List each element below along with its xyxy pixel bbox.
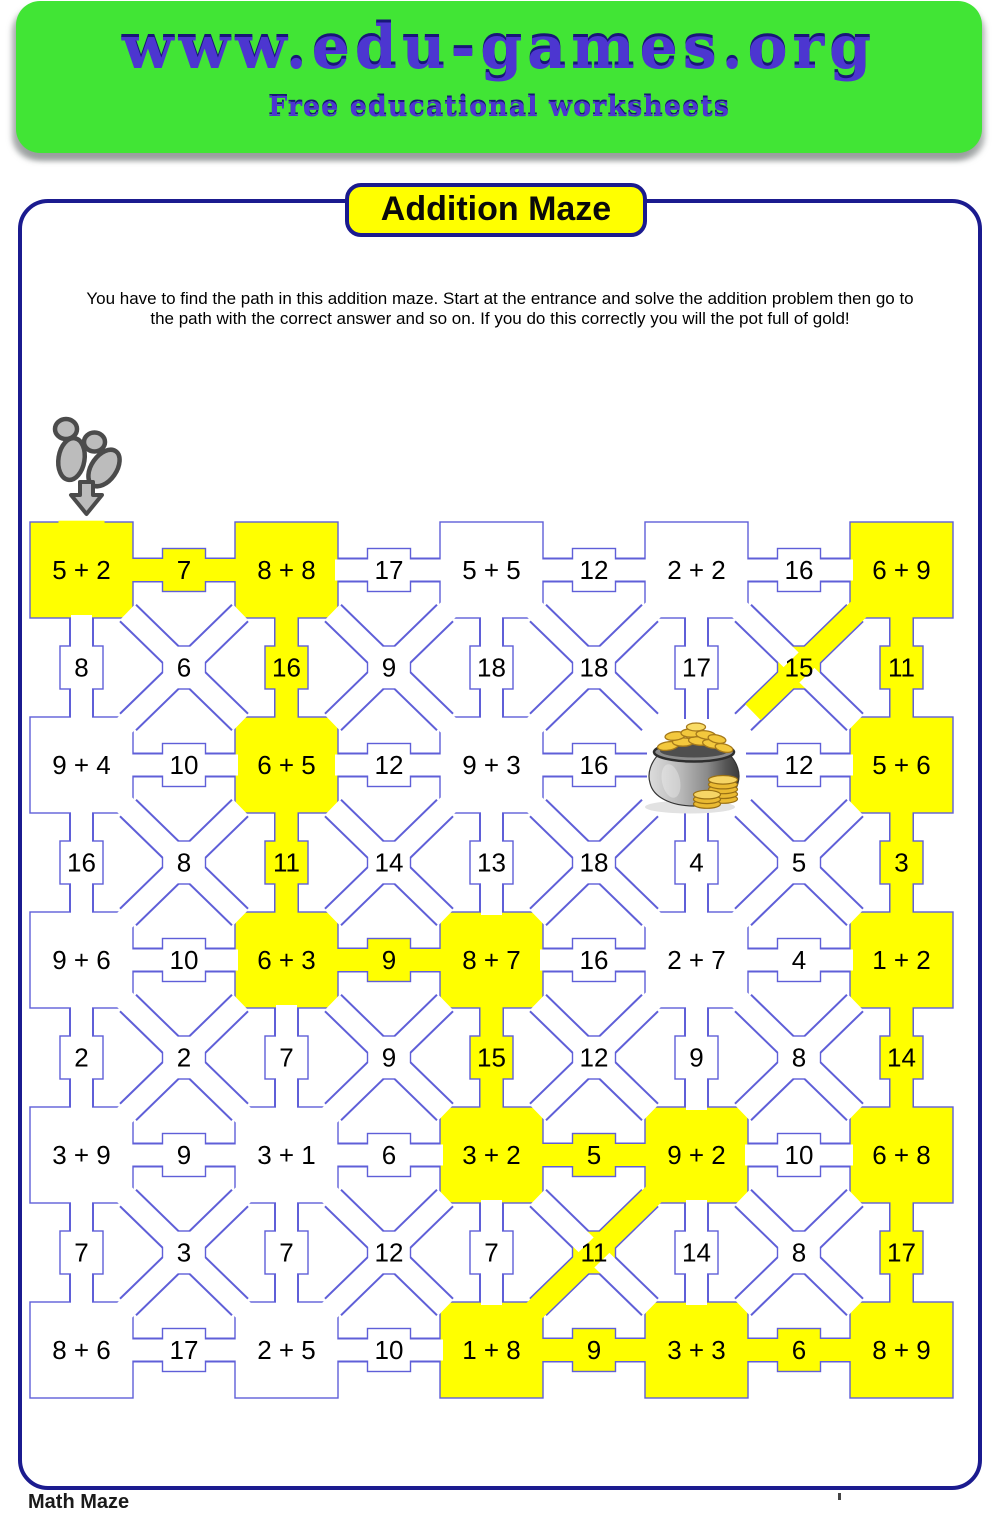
answer-text: 15 — [477, 1042, 506, 1073]
answer-text: 14 — [374, 847, 404, 878]
answer-text: 16 — [579, 945, 609, 975]
instructions — [40, 289, 960, 328]
answer-text: 8 — [791, 1237, 807, 1268]
answer-text: 17 — [682, 652, 711, 683]
answer-text: 17 — [169, 1335, 199, 1365]
problem-text: 3 + 2 — [462, 1140, 521, 1170]
answer-text: 8 — [176, 847, 192, 878]
answer-text: 12 — [374, 750, 404, 780]
answer-text: 10 — [169, 750, 199, 780]
answer-text: 16 — [67, 847, 96, 878]
answer-text: 10 — [169, 945, 199, 975]
answer-text: 18 — [477, 652, 506, 683]
problem-text: 1 + 8 — [462, 1335, 521, 1365]
answer-text: 16 — [784, 555, 814, 585]
answer-text: 11 — [888, 652, 915, 683]
answer-text: 10 — [374, 1335, 404, 1365]
answer-text: 17 — [374, 555, 404, 585]
answer-text: 18 — [579, 847, 609, 878]
answer-text: 7 — [176, 555, 192, 585]
problem-text: 9 + 2 — [667, 1140, 726, 1170]
answer-text: 14 — [682, 1237, 711, 1268]
problem-text: 8 + 8 — [257, 555, 316, 585]
answer-text: 6 — [791, 1335, 807, 1365]
answer-text: 11 — [580, 1237, 608, 1268]
problem-text: 9 + 6 — [52, 945, 111, 975]
answer-text: 6 — [176, 652, 192, 683]
answer-text: 10 — [784, 1140, 814, 1170]
footer-right-fragment — [838, 1493, 841, 1500]
answer-text: 5 — [791, 847, 807, 878]
maze-entrance-gap — [59, 521, 105, 524]
answer-text: 9 — [586, 1335, 602, 1365]
instructions-line1: You have to find the path in this addition maze. Start at the entrance and solve the addition problem then go to — [86, 289, 914, 308]
problem-text: 2 + 2 — [667, 555, 726, 585]
answer-text: 4 — [689, 847, 704, 878]
answer-text: 18 — [579, 652, 609, 683]
page-title-badge: Addition Maze — [345, 183, 647, 237]
answer-text: 12 — [784, 750, 814, 780]
answer-text: 15 — [784, 652, 814, 683]
answer-text: 9 — [689, 1042, 704, 1073]
answer-text: 9 — [381, 1042, 397, 1073]
problem-text: 1 + 2 — [872, 945, 931, 975]
problem-text: 8 + 6 — [52, 1335, 111, 1365]
problem-text: 6 + 9 — [872, 555, 931, 585]
problem-text: 8 + 7 — [462, 945, 521, 975]
problem-text: 5 + 2 — [52, 555, 111, 585]
site-title: www.edu-games.org — [121, 13, 877, 83]
problem-text: 6 + 3 — [257, 945, 316, 975]
answer-text: 3 — [894, 847, 909, 878]
answer-text: 9 — [381, 652, 397, 683]
answer-text: 7 — [484, 1237, 499, 1268]
answer-text: 12 — [579, 555, 609, 585]
problem-text: 5 + 6 — [872, 750, 931, 780]
answer-text: 2 — [176, 1042, 192, 1073]
problem-text: 2 + 5 — [257, 1335, 316, 1365]
answer-text: 7 — [279, 1237, 294, 1268]
answer-text: 16 — [579, 750, 609, 780]
answer-text: 7 — [74, 1237, 89, 1268]
site-tagline: Free educational worksheets — [268, 92, 730, 123]
footer-worksheet-name: Math Maze — [28, 1491, 130, 1513]
problem-text: 6 + 5 — [257, 750, 316, 780]
problem-text: 6 + 8 — [872, 1140, 931, 1170]
problem-text: 9 + 3 — [462, 750, 521, 780]
answer-text: 8 — [791, 1042, 807, 1073]
problem-text: 5 + 5 — [462, 555, 521, 585]
answer-text: 4 — [791, 945, 807, 975]
answer-text: 6 — [381, 1140, 397, 1170]
problem-text: 9 + 4 — [52, 750, 111, 780]
answer-text: 9 — [176, 1140, 192, 1170]
instructions-line2: the path with the correct answer and so on. If you do this correctly you will the pot full of gold! — [150, 308, 850, 328]
answer-text: 5 — [586, 1140, 602, 1170]
problem-text: 3 + 3 — [667, 1335, 726, 1365]
problem-text: 8 + 9 — [872, 1335, 931, 1365]
answer-text: 2 — [74, 1042, 89, 1073]
problem-text: 2 + 7 — [667, 945, 726, 975]
pot-of-gold-icon — [645, 723, 739, 814]
maze-grid — [30, 521, 953, 1398]
answer-text: 11 — [273, 847, 300, 878]
answer-text: 16 — [272, 652, 301, 683]
answer-text: 13 — [477, 847, 506, 878]
answer-text: 17 — [887, 1237, 916, 1268]
answer-text: 14 — [887, 1042, 916, 1073]
answer-text: 9 — [381, 945, 397, 975]
problem-text: 3 + 9 — [52, 1140, 111, 1170]
answer-text: 3 — [176, 1237, 192, 1268]
answer-text: 8 — [74, 652, 89, 683]
answer-text: 12 — [374, 1237, 404, 1268]
problem-text: 3 + 1 — [257, 1140, 316, 1170]
answer-text: 7 — [279, 1042, 294, 1073]
answer-text: 12 — [579, 1042, 609, 1073]
